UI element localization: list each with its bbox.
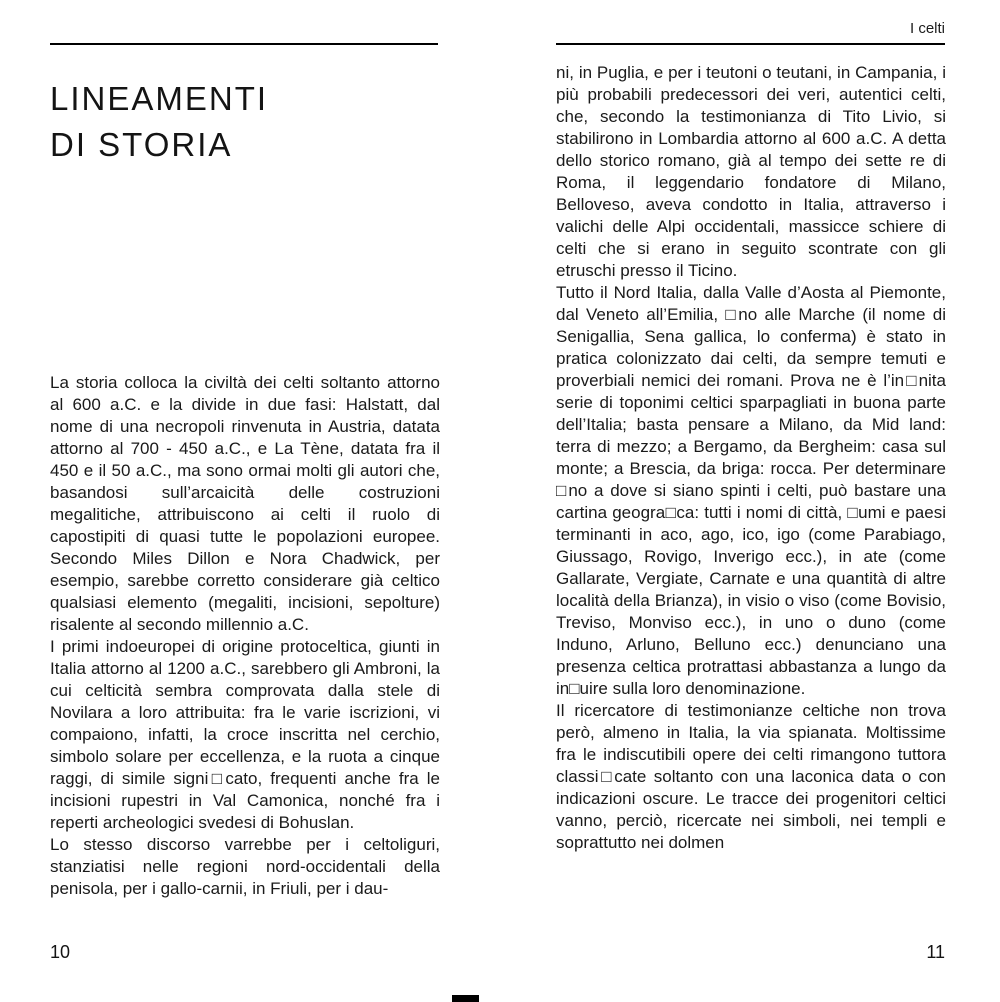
- chapter-title: [50, 76, 450, 168]
- left-page-body: [50, 372, 440, 900]
- left-paragraph-3: Lo stesso discorso varrebbe per i celtoliguri, stanziatisi nelle regioni nord-occidentali della penisola, per i gallo-carnii, in Friuli, per i dau-: [50, 835, 440, 898]
- right-paragraph-2: Tutto il Nord Italia, dalla Valle d’Aosta al Piemonte, dal Veneto all’Emilia, □no alle Marche (il nome di Senigallia, Sena gallica, lo conferma) è stato in pratica colonizzato dai celti, da sempre temuti e proverbiali nemici dei romani. Prova ne è l’in□nita serie di toponimi celtici sparpagliati in buona parte dell’Italia; basta pensare a Milano, da Mid land: terra di mezzo; a Bergamo, da Bergheim: casa sul monte; a Brescia, da briga: rocca. Per determinare □no a dove si siano spinti i celti, può bastare una cartina geogra□ca: tutti i nomi di città, □umi e paesi terminanti in aco, ago, ico, igo (come Parabiago, Giussago, Rovigo, Inverigo ecc.), in ate (come Gallarate, Vergiate, Carnate e una quantità di altre località della Brianza), in visio o viso (come Bovisio, Treviso, Monviso ecc.), in uno o duno (come Induno, Arluno, Belluno ecc.) denunciano una presenza celtica protrattasi abbastanza a lungo da in□uire sulla loro denominazione.: [556, 283, 946, 698]
- right-page-top-rule: [556, 43, 945, 45]
- right-page-body: [556, 62, 946, 854]
- right-paragraph-1: ni, in Puglia, e per i teutoni o teutani, in Campania, i più probabili predecessori dei veri, autentici celti, che, secondo la testimonianza di Tito Livio, si stabilirono in Lombardia attorno al 600 a.C. A detta dello storico romano, già al tempo dei sette re di Roma, il leggendario fondatore di Milano, Belloveso, aveva condotto in Italia, attraverso i valichi delle Alpi occidentali, massicce schiere di celti che si erano in seguito scontrate con gli etruschi presso il Ticino.: [556, 63, 946, 280]
- left-page-top-rule: [50, 43, 438, 45]
- chapter-title-line-1: LINEAMENTI: [50, 80, 269, 117]
- running-head: I celti: [909, 20, 945, 37]
- left-page-number: 10: [50, 942, 71, 962]
- right-paragraph-3: Il ricercatore di testimonianze celtiche non trova però, almeno in Italia, la via spianata. Moltissime fra le indiscutibili opere dei celti rimangono tuttora classi□cate soltanto con una laconica data o con indicazioni oscure. Le tracce dei progenitori celtici vanno, perciò, ricercate nei simboli, nei templi e soprattutto nei dolmen: [556, 701, 946, 852]
- right-page-number: 11: [926, 942, 945, 962]
- chapter-title-line-2: DI STORIA: [50, 126, 233, 163]
- binding-mark: [452, 995, 479, 1002]
- left-paragraph-2: I primi indoeuropei di origine protoceltica, giunti in Italia attorno al 1200 a.C., sarebbero gli Ambroni, la cui celticità sembra comprovata dalla stele di Novilara a loro attribuita: fra le varie iscrizioni, vi compaiono, infatti, la croce inscritta nel cerchio, simbolo solare per eccellenza, e la ruota a cinque raggi, di simile signi□cato, frequenti anche fra le incisioni rupestri in Val Camonica, nonché fra i reperti archeologici svedesi di Bohuslan.: [50, 637, 440, 832]
- left-paragraph-1: La storia colloca la civiltà dei celti soltanto attorno al 600 a.C. e la divide in due fasi: Halstatt, dal nome di una necropoli rinvenuta in Austria, datata attorno al 700 - 450 a.C., e La Tène, datata fra il 450 e il 50 a.C., ma sono ormai molti gli autori che, basandosi sull’arcaicità delle costruzioni megalitiche, attribuiscono ai celti il ruolo di capostipiti di quasi tutte le popolazioni europee. Secondo Miles Dillon e Nora Chadwick, per esempio, sarebbe corretto considerare già celtico qualsiasi elemento (megaliti, incisioni, sepolture) risalente al secondo millennio a.C.: [50, 373, 440, 634]
